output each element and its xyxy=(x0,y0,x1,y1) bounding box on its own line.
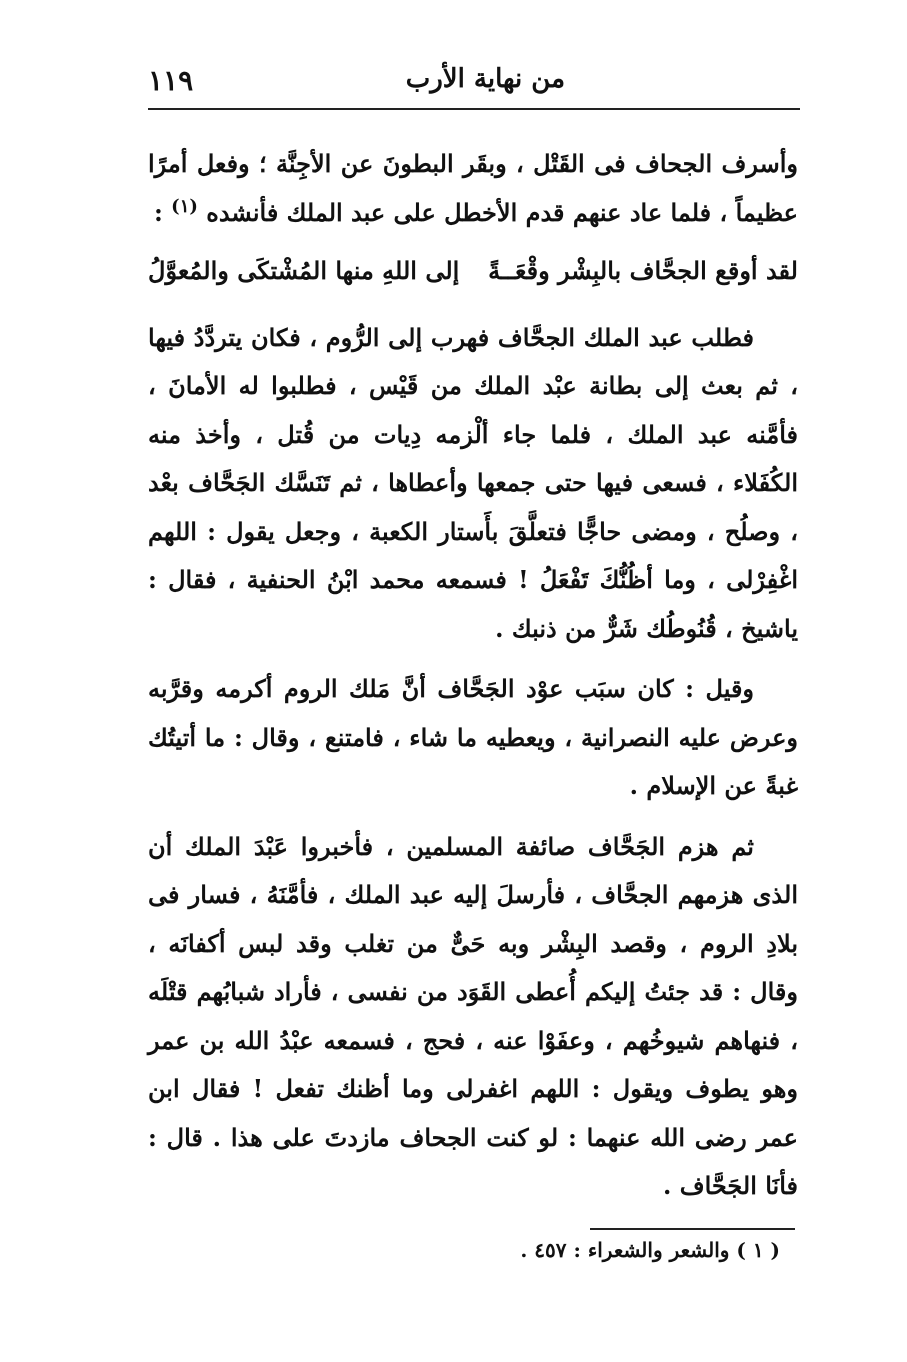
page-number: ١١٩ xyxy=(148,64,194,97)
header-rule xyxy=(148,108,800,110)
paragraph-3: وقيل : كان سبَب عوْد الجَحَّاف أنَّ مَلك الروم أكرمه وقرَّبه وعرض عليه النصرانية ، ويعطيه ما شاء ، فامتنع ، وقال : ما أتيتُك غبةً عن الإسلام . xyxy=(148,674,798,800)
paragraph-1-end: : xyxy=(153,197,172,227)
main-text xyxy=(148,140,798,1211)
paragraph-1-text: وأسرف الجحاف فى القَتْل ، وبقَر البطونَ عن الأجِنَّة ؛ وفعل أمرًا عظيماً ، فلما عاد عنهم قدم الأخطل على عبد الملك فأنشده xyxy=(148,149,798,227)
footnote-rule xyxy=(590,1228,795,1230)
poetry-verse xyxy=(148,247,798,296)
verse-first-hemistich: لقد أوقع الجحَّاف بالبِشْر وقْعَــةً xyxy=(488,256,798,285)
running-title: من نهاية الأرب xyxy=(405,64,565,94)
paragraph-2: فطلب عبد الملك الجحَّاف فهرب إلى الرُّوم ، فكان يتردَّدُ فيها ، ثم بعث إلى بطانة عبْد الملك من قَيْس ، فطلبوا له الأمانَ ، فأمَّنه عبد الملك ، فلما جاء ألْزمه دِيات من قُتل ، وأخذ منه الكُفَلاء ، فسعى فيها حتى جمعها وأعطاها ، ثم تَنَسَّك الجَحَّاف بعْد ، وصلُح ، ومضى حاجًّا فتعلَّقَ بأَستار الكعبة ، وجعل يقول : اللهم اغْفِرْلى ، وما أظُنُّكَ تَفْعَلُ ! فسمعه محمد ابْنُ الحنفية ، فقال : ياشيخ ، قُنُوطُك شَرٌّ من ذنبك . xyxy=(148,322,799,643)
page-header xyxy=(148,62,800,106)
paragraph-4: ثم هزم الجَحَّاف صائفة المسلمين ، فأخبروا عَبْدَ الملك أن الذى هزمهم الجحَّاف ، فأرسلَ إليه عبد الملك ، فأمَّنَهُ ، فسار فى بلادِ الروم ، وقصد البِشْر وبه حَىٌّ من تغلب وقد لبس أكفانَه ، وقال : قد جئتُ إليكم أُعطى القَوَد من نفسى ، فأراد شبابُهم قتْلَه ، فنهاهم شيوخُهم ، وعفَوْا عنه ، فحج ، فسمعه عبْدُ الله بن عمر وهو يطوف ويقول : اللهم اغفرلى وما أظنك تفعل ! فقال ابن عمر رضى الله عنهما : لو كنت الجحاف مازدتَ على هذا . قال : فأنَا الجَحَّاف . xyxy=(148,831,798,1200)
verse-second-hemistich: إلى اللهِ منها المُشْتكَى والمُعوَّلُ xyxy=(148,256,460,285)
footnote: ( ١ ) والشعر والشعراء : ٤٥٧ . xyxy=(520,1238,780,1262)
footnote-reference: (١) xyxy=(171,195,198,217)
paragraph-1 xyxy=(148,140,798,237)
